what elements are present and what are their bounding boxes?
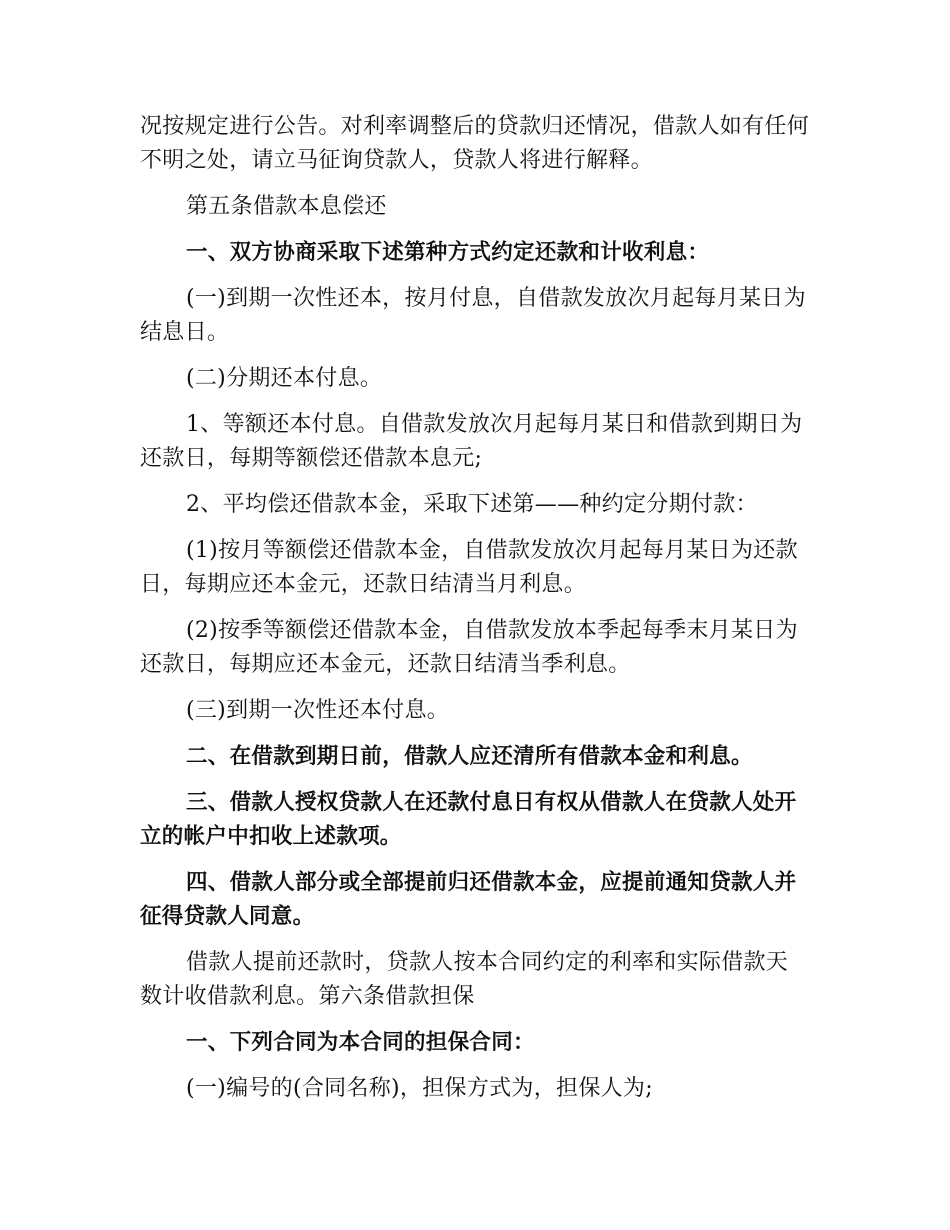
clause-3-debit-authorization: 三、借款人授权贷款人在还款付息日有权从借款人在贷款人处开立的帐户中扣收上述款项。 <box>140 790 797 849</box>
installment-monthly-principal: (1)按月等额偿还借款本金，自借款发放次月起每月某日为还款日，每期应还本金元，还款日结清当月利息。 <box>140 538 798 597</box>
document-body <box>140 110 810 1118</box>
guarantee-contract-item-1: (一)编号的(合同名称)，担保方式为，担保人为; <box>186 1076 653 1101</box>
clause-1-repayment-method: 一、双方协商采取下述第种方式约定还款和计收利息： <box>186 240 710 265</box>
installment-equal-principal: 2、平均偿还借款本金，采取下述第——种约定分期付款： <box>186 492 758 517</box>
option-3-lump-sum: (三)到期一次性还本付息。 <box>186 698 450 723</box>
early-repayment-interest-article-6: 借款人提前还款时，贷款人按本合同约定的利率和实际借款天数计收借款利息。第六条借款担保 <box>140 950 789 1009</box>
option-1-monthly-interest: (一)到期一次性还本，按月付息，自借款发放次月起每月某日为结息日。 <box>140 286 806 345</box>
paragraph-announcement: 况按规定进行公告。对利率调整后的贷款归还情况，借款人如有任何不明之处，请立马征询贷款人，贷款人将进行解释。 <box>140 114 810 173</box>
installment-equal-payment: 1、等额还本付息。自借款发放次月起每月某日和借款到期日为还款日，每期等额偿还借款本息元; <box>140 412 803 471</box>
installment-quarterly-principal: (2)按季等额偿还借款本金，自借款发放本季起每季末月某日为还款日，每期应还本金元，还款日结清当季利息。 <box>140 618 798 677</box>
clause-4-early-repayment: 四、借款人部分或全部提前归还借款本金，应提前通知贷款人并征得贷款人同意。 <box>140 870 797 929</box>
clause-2-settlement: 二、在借款到期日前，借款人应还清所有借款本金和利息。 <box>186 744 753 769</box>
option-2-installments: (二)分期还本付息。 <box>186 366 383 391</box>
article-5-heading: 第五条借款本息偿还 <box>186 194 387 219</box>
guarantee-clause-1: 一、下列合同为本合同的担保合同： <box>186 1030 535 1055</box>
